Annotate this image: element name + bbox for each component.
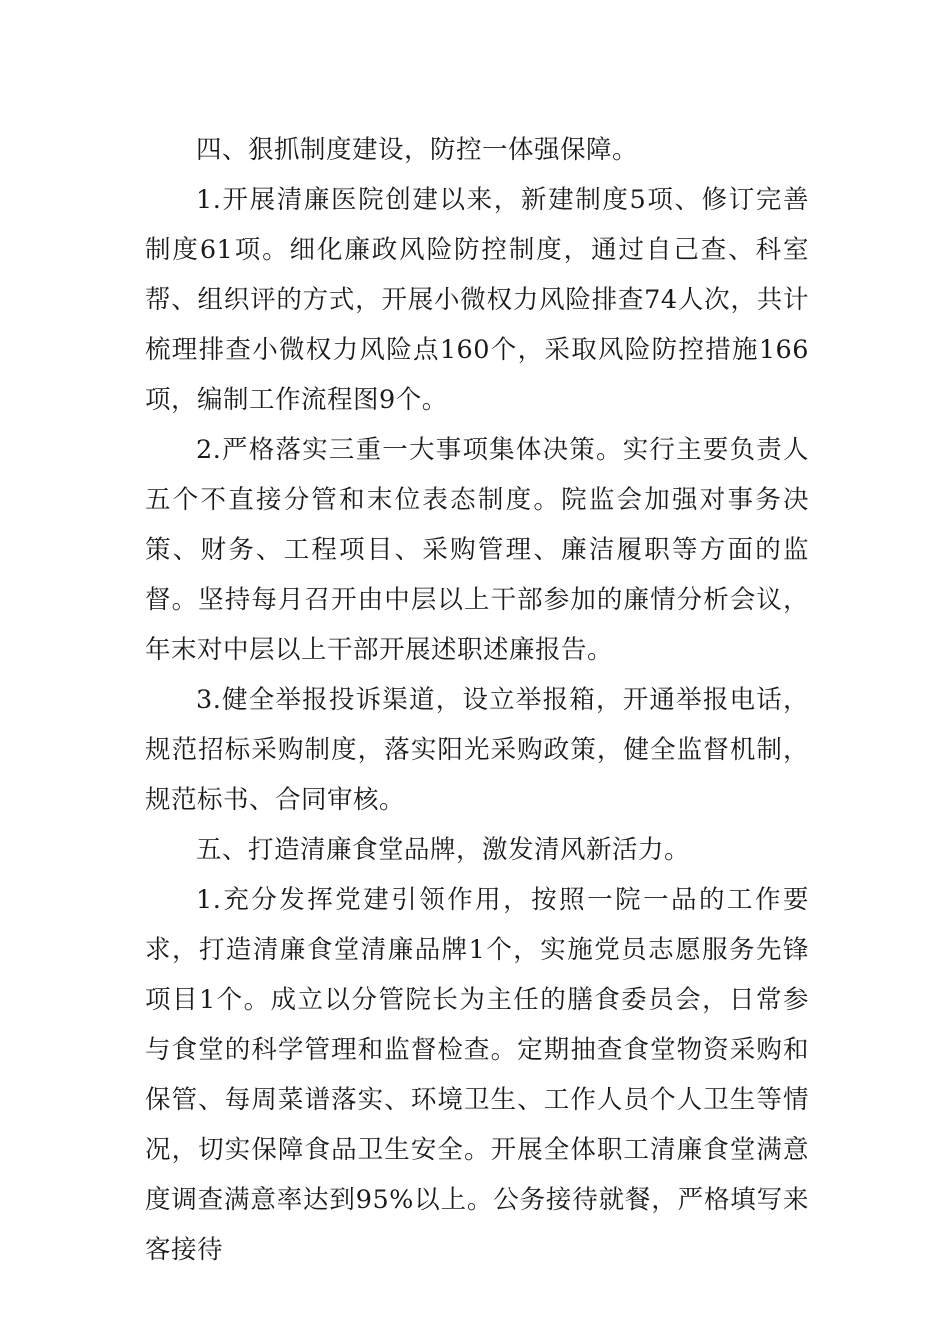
document-body (145, 125, 809, 1275)
section-heading-5: 五、打造清廉食堂品牌，激发清风新活力。 (196, 835, 691, 865)
paragraph-5-1: 1.充分发挥党建引领作用，按照一院一品的工作要求，打造清廉食堂清廉品牌1个，实施党员志愿服务先锋项目1个。成立以分管院长为主任的膳食委员会，日常参与食堂的科学管理和监督检查。定期抽查食堂物资采购和保管、每周菜谱落实、环境卫生、工作人员个人卫生等情况，切实保障食品卫生安全。开展全体职工清廉食堂满意度调查满意率达到95%以上。公务接待就餐，严格填写来客接待 (145, 885, 809, 1265)
paragraph-4-2: 2.严格落实三重一大事项集体决策。实行主要负责人五个不直接分管和末位表态制度。院监会加强对事务决策、财务、工程项目、采购管理、廉洁履职等方面的监督。坚持每月召开由中层以上干部参加的廉情分析会议，年末对中层以上干部开展述职述廉报告。 (145, 435, 809, 665)
section-heading-4: 四、狠抓制度建设，防控一体强保障。 (196, 135, 639, 165)
paragraph-4-3: 3.健全举报投诉渠道，设立举报箱，开通举报电话，规范招标采购制度，落实阳光采购政策，健全监督机制，规范标书、合同审核。 (145, 685, 809, 815)
paragraph-4-1: 1.开展清廉医院创建以来，新建制度5项、修订完善制度61项。细化廉政风险防控制度，通过自己查、科室帮、组织评的方式，开展小微权力风险排查74人次，共计梳理排查小微权力风险点160个，采取风险防控措施166项，编制工作流程图9个。 (145, 185, 809, 415)
